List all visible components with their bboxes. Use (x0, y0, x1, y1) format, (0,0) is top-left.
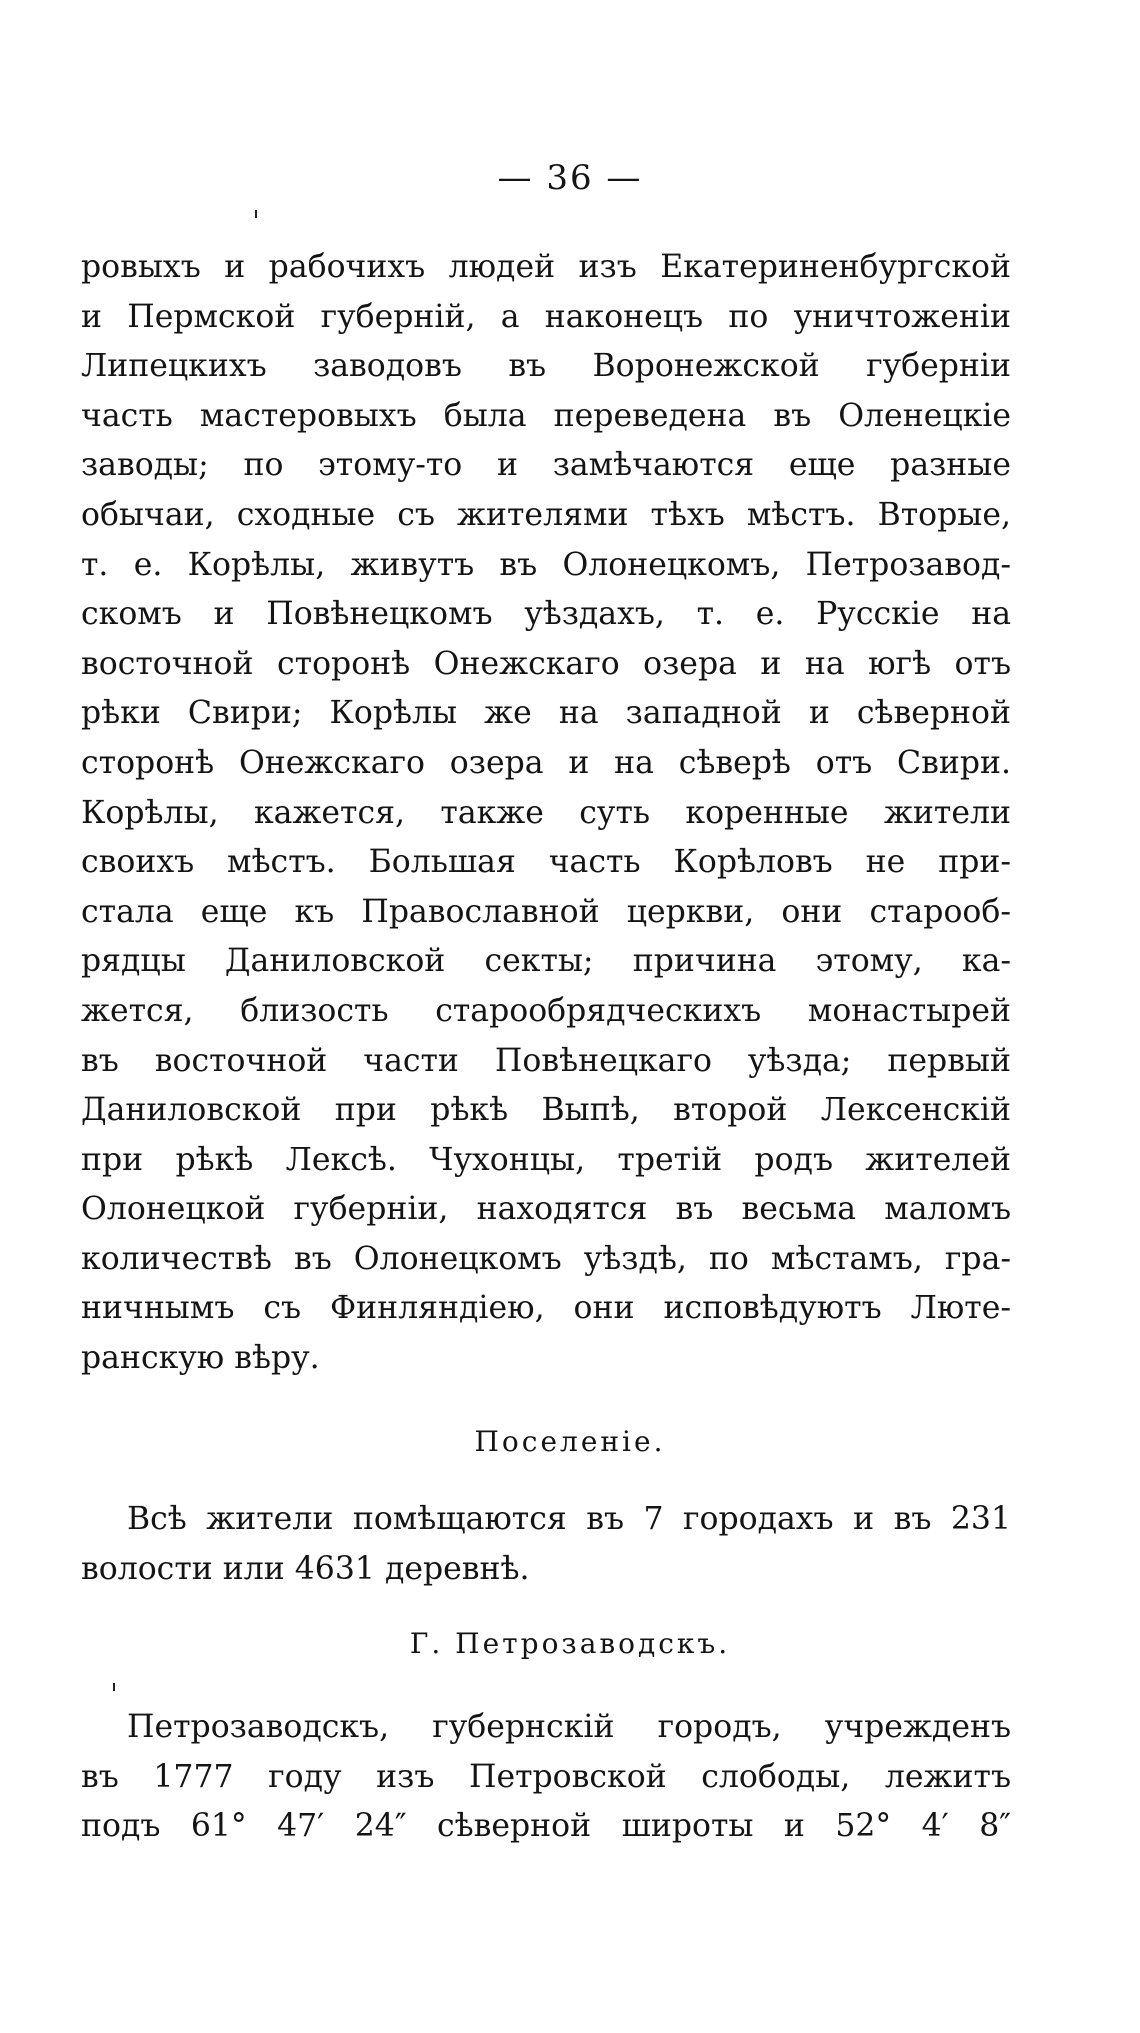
paragraph-petrozavodsk (81, 1703, 1011, 1852)
paragraph-settlement (81, 1495, 1011, 1594)
text-line: жется, близость старообрядческихъ монастырей (81, 992, 1011, 1029)
text-line: своихъ мѣстъ. Большая часть Корѣловъ не при- (81, 844, 1011, 881)
text-line: количествѣ въ Олонецкомъ уѣздѣ, по мѣстамъ, гра- (81, 1240, 1011, 1277)
text-line: Корѣлы, кажется, также суть коренные жители (81, 794, 1011, 831)
text-line: обычаи, сходные съ жителями тѣхъ мѣстъ. Вторые, (81, 496, 1011, 533)
text-line: въ 1777 году изъ Петровской слободы, лежитъ (81, 1758, 1011, 1795)
page-number: — 36 — (497, 158, 643, 198)
print-speck (255, 210, 257, 218)
section-heading-petrozavodsk: Г. Петрозаводскъ. (409, 1627, 731, 1660)
text-line: заводы; по этому-то и замѣчаются еще разные (81, 447, 1011, 484)
text-line: Липецкихъ заводовъ въ Воронежской губерніи (81, 348, 1011, 385)
text-line: рѣки Свири; Корѣлы же на западной и сѣверной (81, 695, 1011, 732)
print-speck (113, 1683, 115, 1691)
text-line: т. е. Корѣлы, живутъ въ Олонецкомъ, Петрозавод- (81, 546, 1011, 583)
text-line: рядцы Даниловской секты; причина этому, ка- (81, 943, 1011, 980)
text-line: восточной сторонѣ Онежскаго озера и на югѣ отъ (81, 645, 1011, 682)
text-line: въ восточной части Повѣнецкаго уѣзда; первый (81, 1042, 1011, 1079)
text-line: сторонѣ Онежскаго озера и на сѣверѣ отъ Свири. (81, 744, 1011, 781)
text-line: подъ 61° 47′ 24″ сѣверной широты и 52° 4′ 8″ (81, 1808, 1011, 1845)
text-line: ранскую вѣру. (81, 1340, 320, 1377)
text-line: при рѣкѣ Лексѣ. Чухонцы, третій родъ жителей (81, 1141, 1011, 1178)
text-line: Петрозаводскъ, губернскій городъ, учрежденъ (127, 1709, 1011, 1745)
text-line: скомъ и Повѣнецкомъ уѣздахъ, т. е. Русскіе на (81, 596, 1011, 633)
text-line: волости или 4631 деревнѣ. (81, 1550, 530, 1587)
text-line: Всѣ жители помѣщаются въ 7 городахъ и въ 231 (127, 1501, 1011, 1537)
text-line: и Пермской губерній, а наконецъ по уничтоженіи (81, 298, 1011, 335)
text-line: ровыхъ и рабочихъ людей изъ Екатериненбургской (81, 249, 1011, 285)
text-line: Олонецкой губерніи, находятся въ весьма маломъ (81, 1191, 1011, 1228)
text-line: часть мастеровыхъ была переведена въ Оленецкіе (81, 397, 1011, 434)
text-line: ничнымъ съ Финляндіею, они исповѣдуютъ Люте- (81, 1290, 1011, 1327)
text-line: Даниловской при рѣкѣ Выпѣ, второй Лексенскій (81, 1092, 1011, 1129)
text-line: стала еще къ Православной церкви, они старооб- (81, 893, 1011, 930)
paragraph-continued (81, 243, 1011, 1384)
section-heading-settlement: Поселеніе. (474, 1425, 666, 1458)
